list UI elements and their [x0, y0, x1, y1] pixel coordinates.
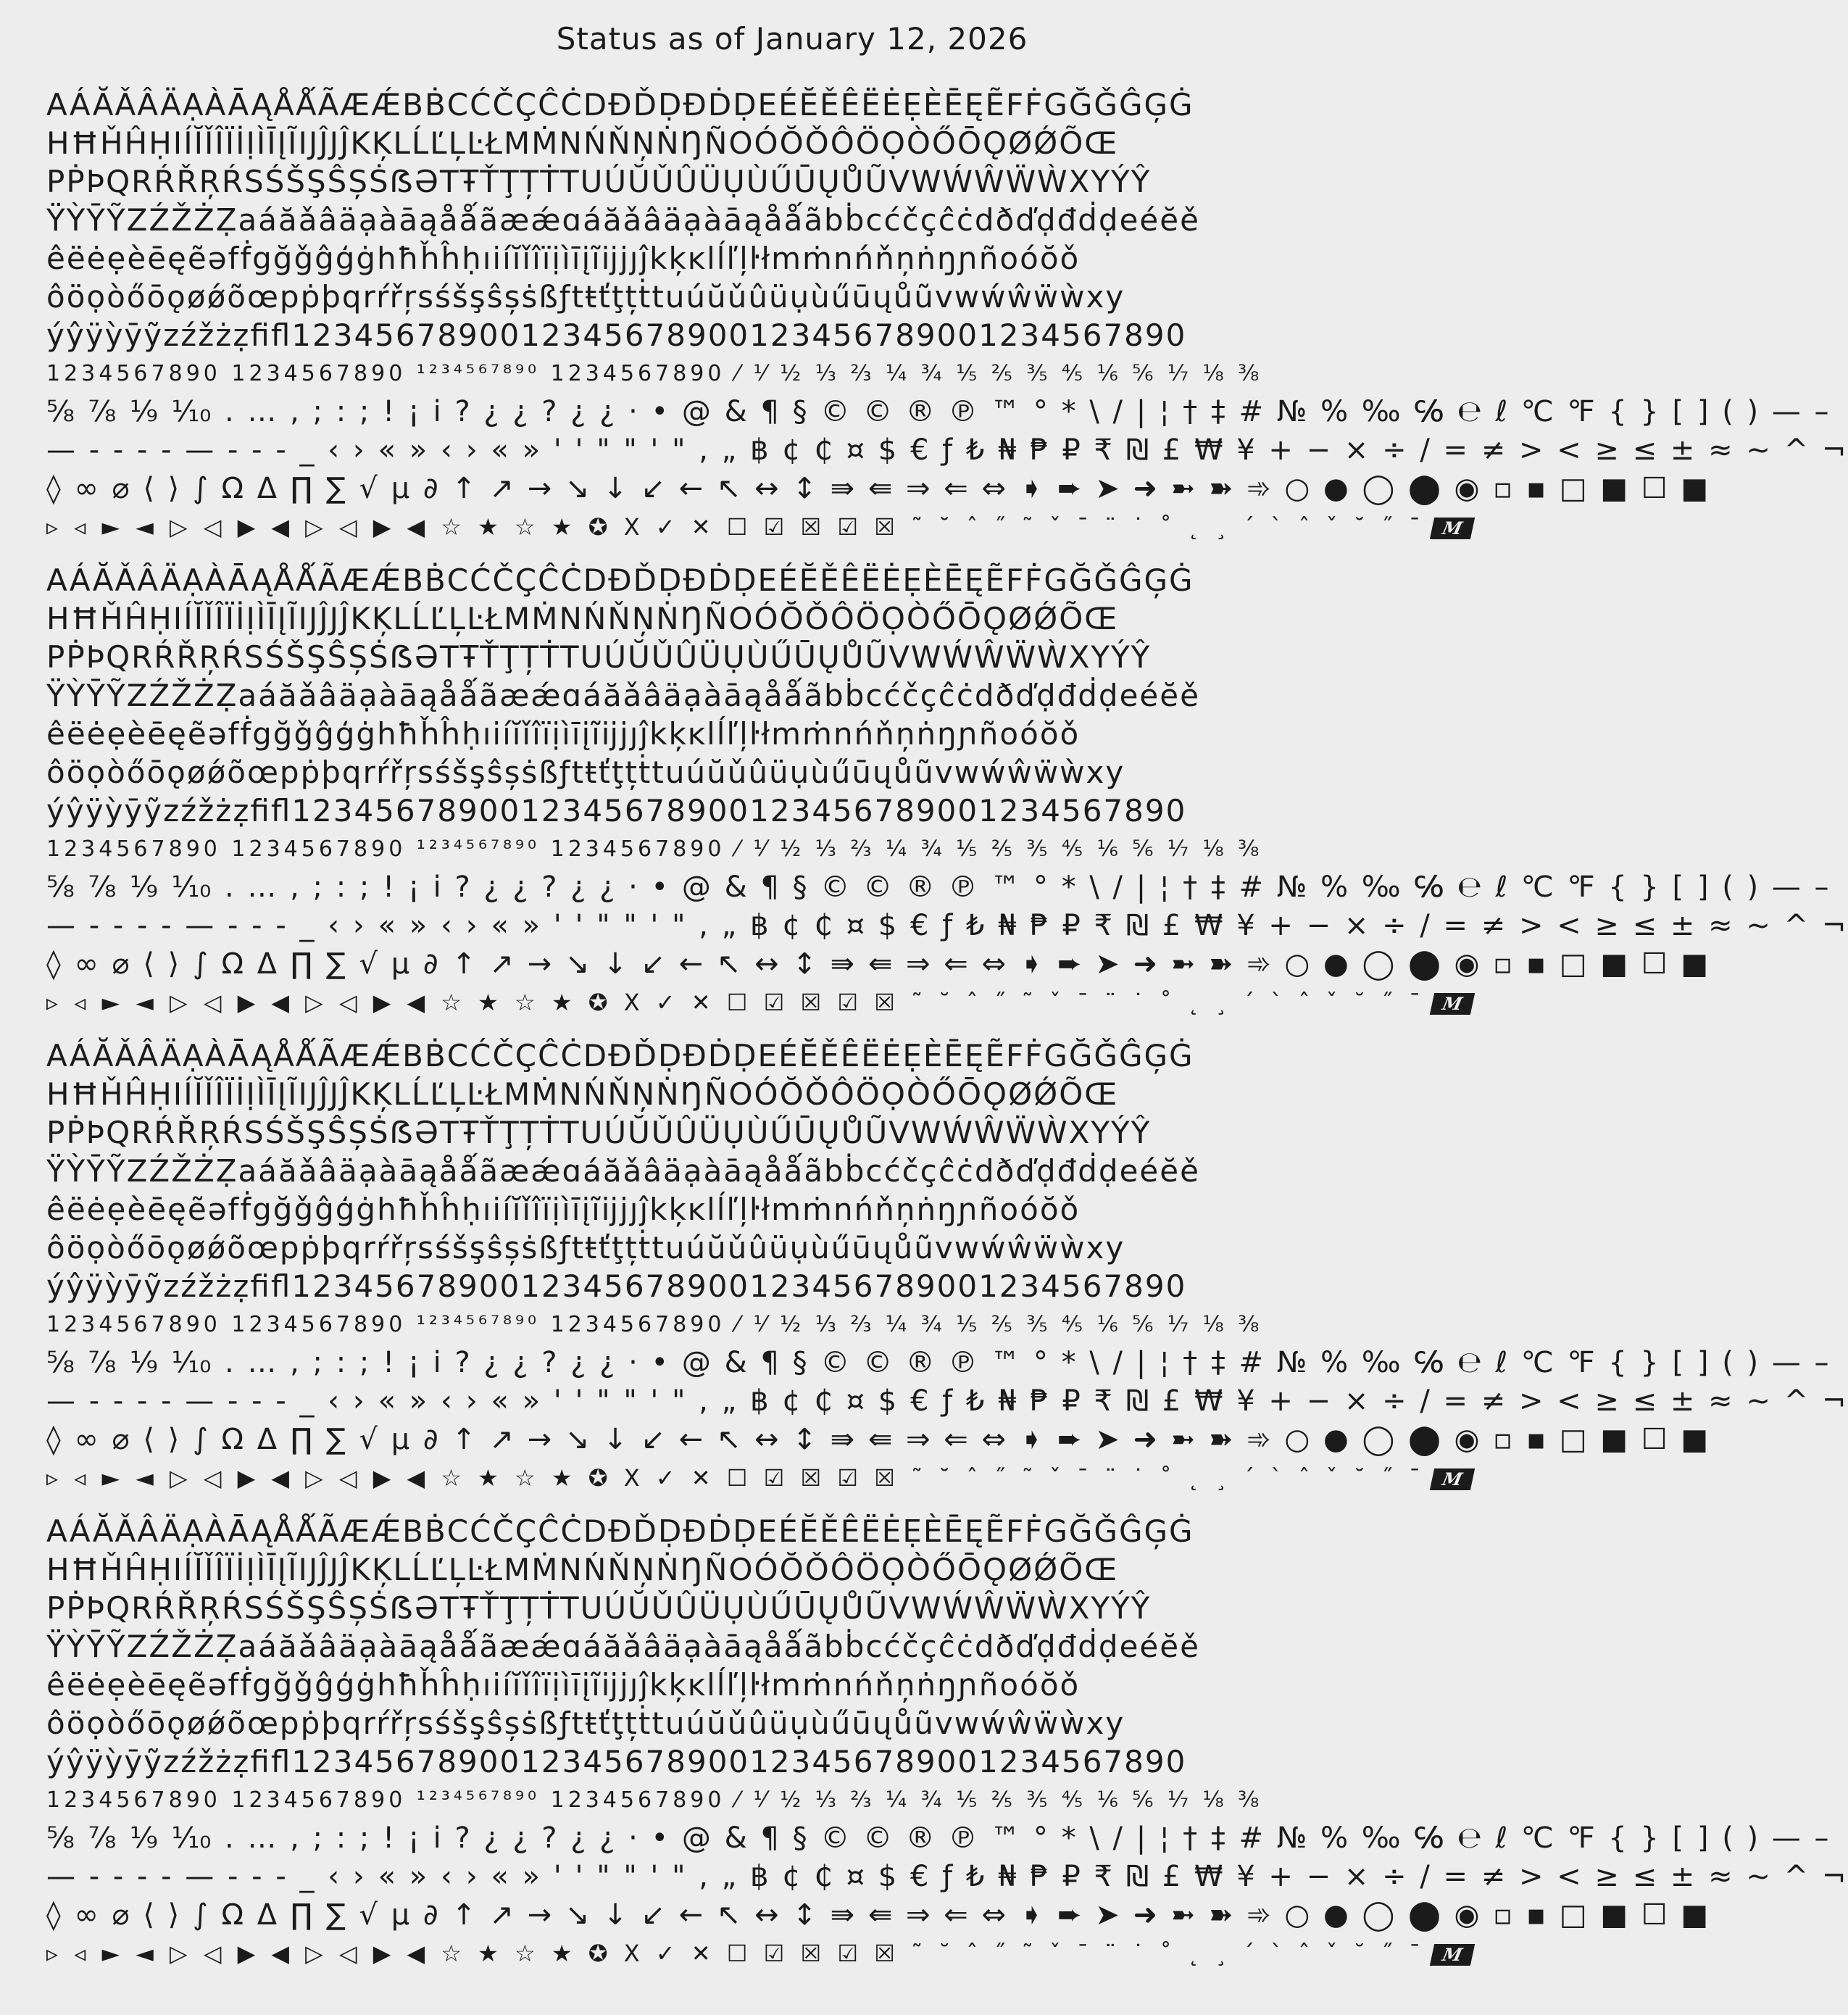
figures-line: 1234567890 1234567890 ¹²³⁴⁵⁶⁷⁸⁹⁰ 1234567890 ⁄ ⅟ ½ ⅓ ⅔ ¼ ¾ ⅕ ⅖ ⅗ ⅘ ⅙ ⅚ ⅐ ⅛ ⅜	[46, 1312, 1263, 1337]
glyph-line: ôöọòőōǫøǿõœpṗþqrŕřŗsśšşŝșṡßƒtŧťţțṫtuúŭǔûüụùűūųůũvwẃŵẅẁxy	[46, 279, 1125, 315]
math-arrows-line: ◊ ∞ ⌀ ⟨ ⟩ ∫ Ω Δ ∏ ∑ √ µ ∂ ↑ ↗ → ↘ ↓ ↙ ← ↖ ↔ ↕ ⇛ ⇚ ⇒ ⇐ ⇔ ➧ ➨ ➤ ➜ ➼ ➽ ➾ ○ ● ◯ ⬤ ◉ ▫ ▪ □ ■ ☐ ■	[46, 1898, 1711, 1932]
glyph-line: êëėẹèēęẽəfḟgğǧĝģġhħȟĥḥıiíĭǐîïịìīįĩĳjȷĵkķĸlĺľļŀłmṁnńňņṅŋɲñoóŏǒ	[46, 241, 1081, 276]
glyph-line: ýŷÿỳȳỹzźžżẓﬁﬂ1234567890012345678900123456789001234567890	[46, 1744, 1187, 1779]
shapes-accents-line	[46, 508, 1539, 547]
currency-line: — - - - ‐ — - - - _ ‹ › « » ‹ › « » ' ' " " ' " , „ ฿ ¢ ₵ ¤ $ € ƒ ₺ ₦ ₱ ₽ ₹ ₪ £ ₩ ¥ + − × ÷ / = ≠ > < ≥ ≤ ± ≈ ~ ^ ¬	[46, 433, 1848, 467]
punctuation-line: ⅝ ⅞ ⅑ ⅒ . … , ; : ; ! ¡ i ? ¿ ¿ ? ¿ ¿ · • @ & ¶ § © © ® ℗ ™ ° * \ / | ¦ † ‡ # № % ‰ ℅ ℮ ℓ ℃ ℉ { } [ ] ( ) — –	[46, 1821, 1831, 1855]
m-logo-icon: M	[1430, 1468, 1475, 1490]
shapes-accents-line	[46, 1459, 1539, 1497]
glyph-line: ýŷÿỳȳỹzźžżẓﬁﬂ1234567890012345678900123456789001234567890	[46, 793, 1187, 828]
shapes-accents-line	[46, 984, 1539, 1022]
glyph-block	[46, 1512, 1848, 1973]
shapes-text: ▹ ◃ ► ◄ ▷ ◁ ▶ ◀ ▷ ◁ ▶ ◀ ☆ ★ ☆ ★ ✪ X ✓ ✕ ☐ ☑ ☒ ☑ ☒ ˜ ˘ ˆ ˝ ˜ ˇ ˉ ¨ ˙ ˚ ˛ ¸ ´ ` ˆ ˇ ˘ ˝ ¯	[46, 513, 1425, 541]
glyph-block	[46, 86, 1848, 547]
page-title: Status as of January 12, 2026	[556, 21, 1028, 57]
glyph-line: PṖÞQRŔŘŖŔSŚŠŞŜȘṠẞƏTŦŤŢȚṪTUÚŬǓÛÜỤÙŰŪŲŮŨVWẂŴẄẀXYÝŶ	[46, 1590, 1152, 1626]
currency-line: — - - - ‐ — - - - _ ‹ › « » ‹ › « » ' ' " " ' " , „ ฿ ¢ ₵ ¤ $ € ƒ ₺ ₦ ₱ ₽ ₹ ₪ £ ₩ ¥ + − × ÷ / = ≠ > < ≥ ≤ ± ≈ ~ ^ ¬	[46, 1384, 1848, 1418]
glyph-line: HĦȞĤḤIÍĬǏÎÏİỊÌĪĮĨIJĴJĴKĶLĹĽĻĿŁMṀNŃŇŅṄŊÑOÓŎǑÔÖỌÒŐŌǪØǾÕŒ	[46, 601, 1119, 636]
glyph-line: AÁĂǍÂÄẠÀĀĄÅǺÃÆǼBḂCĆČÇĈĊDĐĎḌĐḊḌEÉĔĚÊËĖẸÈĒĘẼFḞGĞǦĜĢĠ	[46, 562, 1194, 598]
glyph-line: HĦȞĤḤIÍĬǏÎÏİỊÌĪĮĨIJĴJĴKĶLĹĽĻĿŁMṀNŃŇŅṄŊÑOÓŎǑÔÖỌÒŐŌǪØǾÕŒ	[46, 1076, 1119, 1112]
m-logo-icon: M	[1430, 993, 1475, 1015]
glyph-line: ýŷÿỳȳỹzźžżẓﬁﬂ1234567890012345678900123456789001234567890	[46, 317, 1187, 353]
currency-line: — - - - ‐ — - - - _ ‹ › « » ‹ › « » ' ' " " ' " , „ ฿ ¢ ₵ ¤ $ € ƒ ₺ ₦ ₱ ₽ ₹ ₪ £ ₩ ¥ + − × ÷ / = ≠ > < ≥ ≤ ± ≈ ~ ^ ¬	[46, 909, 1848, 942]
punctuation-line: ⅝ ⅞ ⅑ ⅒ . … , ; : ; ! ¡ i ? ¿ ¿ ? ¿ ¿ · • @ & ¶ § © © ® ℗ ™ ° * \ / | ¦ † ‡ # № % ‰ ℅ ℮ ℓ ℃ ℉ { } [ ] ( ) — –	[46, 395, 1831, 428]
glyph-line: êëėẹèēęẽəfḟgğǧĝģġhħȟĥḥıiíĭǐîïịìīįĩĳjȷĵkķĸlĺľļŀłmṁnńňņṅŋɲñoóŏǒ	[46, 1192, 1081, 1227]
m-logo-icon: M	[1430, 1944, 1475, 1966]
glyph-line: HĦȞĤḤIÍĬǏÎÏİỊÌĪĮĨIJĴJĴKĶLĹĽĻĿŁMṀNŃŇŅṄŊÑOÓŎǑÔÖỌÒŐŌǪØǾÕŒ	[46, 1552, 1119, 1587]
figures-line: 1234567890 1234567890 ¹²³⁴⁵⁶⁷⁸⁹⁰ 1234567890 ⁄ ⅟ ½ ⅓ ⅔ ¼ ¾ ⅕ ⅖ ⅗ ⅘ ⅙ ⅚ ⅐ ⅛ ⅜	[46, 836, 1263, 862]
glyph-line: ŸỲȲỸZŹŽŻẒaáăǎâäạàāąåǻãæǽɑáăǎâäạàāąåǻãbḃcćčçĉċdðďḍđḋḍeéĕě	[46, 1153, 1200, 1189]
glyph-line: êëėẹèēęẽəfḟgğǧĝģġhħȟĥḥıiíĭǐîïịìīįĩĳjȷĵkķĸlĺľļŀłmṁnńňņṅŋɲñoóŏǒ	[46, 1667, 1081, 1703]
math-arrows-line: ◊ ∞ ⌀ ⟨ ⟩ ∫ Ω Δ ∏ ∑ √ µ ∂ ↑ ↗ → ↘ ↓ ↙ ← ↖ ↔ ↕ ⇛ ⇚ ⇒ ⇐ ⇔ ➧ ➨ ➤ ➜ ➼ ➽ ➾ ○ ● ◯ ⬤ ◉ ▫ ▪ □ ■ ☐ ■	[46, 947, 1711, 981]
glyph-line: PṖÞQRŔŘŖŔSŚŠŞŜȘṠẞƏTŦŤŢȚṪTUÚŬǓÛÜỤÙŰŪŲŮŨVWẂŴẄẀXYÝŶ	[46, 164, 1152, 199]
currency-line: — - - - ‐ — - - - _ ‹ › « » ‹ › « » ' ' " " ' " , „ ฿ ¢ ₵ ¤ $ € ƒ ₺ ₦ ₱ ₽ ₹ ₪ £ ₩ ¥ + − × ÷ / = ≠ > < ≥ ≤ ± ≈ ~ ^ ¬	[46, 1860, 1848, 1893]
glyph-line: ôöọòőōǫøǿõœpṗþqrŕřŗsśšşŝșṡßƒtŧťţțṫtuúŭǔûüụùűūųůũvwẃŵẅẁxy	[46, 755, 1125, 790]
glyph-line: AÁĂǍÂÄẠÀĀĄÅǺÃÆǼBḂCĆČÇĈĊDĐĎḌĐḊḌEÉĔĚÊËĖẸÈĒĘẼFḞGĞǦĜĢĠ	[46, 1038, 1194, 1073]
glyph-line: HĦȞĤḤIÍĬǏÎÏİỊÌĪĮĨIJĴJĴKĶLĹĽĻĿŁMṀNŃŇŅṄŊÑOÓŎǑÔÖỌÒŐŌǪØǾÕŒ	[46, 125, 1119, 161]
glyph-line: ŸỲȲỸZŹŽŻẒaáăǎâäạàāąåǻãæǽɑáăǎâäạàāąåǻãbḃcćčçĉċdðďḍđḋḍeéĕě	[46, 202, 1200, 238]
m-logo-icon: M	[1430, 518, 1475, 539]
figures-line: 1234567890 1234567890 ¹²³⁴⁵⁶⁷⁸⁹⁰ 1234567890 ⁄ ⅟ ½ ⅓ ⅔ ¼ ¾ ⅕ ⅖ ⅗ ⅘ ⅙ ⅚ ⅐ ⅛ ⅜	[46, 361, 1263, 386]
glyph-block	[46, 561, 1848, 1022]
glyph-line: êëėẹèēęẽəfḟgğǧĝģġhħȟĥḥıiíĭǐîïịìīįĩĳjȷĵkķĸlĺľļŀłmṁnńňņṅŋɲñoóŏǒ	[46, 716, 1081, 752]
shapes-text: ▹ ◃ ► ◄ ▷ ◁ ▶ ◀ ▷ ◁ ▶ ◀ ☆ ★ ☆ ★ ✪ X ✓ ✕ ☐ ☑ ☒ ☑ ☒ ˜ ˘ ˆ ˝ ˜ ˇ ˉ ¨ ˙ ˚ ˛ ¸ ´ ` ˆ ˇ ˘ ˝ ¯	[46, 989, 1425, 1016]
figures-line: 1234567890 1234567890 ¹²³⁴⁵⁶⁷⁸⁹⁰ 1234567890 ⁄ ⅟ ½ ⅓ ⅔ ¼ ¾ ⅕ ⅖ ⅗ ⅘ ⅙ ⅚ ⅐ ⅛ ⅜	[46, 1787, 1263, 1813]
shapes-accents-line	[46, 1935, 1539, 1973]
math-arrows-line: ◊ ∞ ⌀ ⟨ ⟩ ∫ Ω Δ ∏ ∑ √ µ ∂ ↑ ↗ → ↘ ↓ ↙ ← ↖ ↔ ↕ ⇛ ⇚ ⇒ ⇐ ⇔ ➧ ➨ ➤ ➜ ➼ ➽ ➾ ○ ● ◯ ⬤ ◉ ▫ ▪ □ ■ ☐ ■	[46, 472, 1711, 505]
glyph-line: ŸỲȲỸZŹŽŻẒaáăǎâäạàāąåǻãæǽɑáăǎâäạàāąåǻãbḃcćčçĉċdðďḍđḋḍeéĕě	[46, 1629, 1200, 1664]
glyph-line: ôöọòőōǫøǿõœpṗþqrŕřŗsśšşŝșṡßƒtŧťţțṫtuúŭǔûüụùűūųůũvwẃŵẅẁxy	[46, 1230, 1125, 1266]
glyph-line: AÁĂǍÂÄẠÀĀĄÅǺÃÆǼBḂCĆČÇĈĊDĐĎḌĐḊḌEÉĔĚÊËĖẸÈĒĘẼFḞGĞǦĜĢĠ	[46, 1513, 1194, 1549]
shapes-text: ▹ ◃ ► ◄ ▷ ◁ ▶ ◀ ▷ ◁ ▶ ◀ ☆ ★ ☆ ★ ✪ X ✓ ✕ ☐ ☑ ☒ ☑ ☒ ˜ ˘ ˆ ˝ ˜ ˇ ˉ ¨ ˙ ˚ ˛ ¸ ´ ` ˆ ˇ ˘ ˝ ¯	[46, 1940, 1425, 1967]
punctuation-line: ⅝ ⅞ ⅑ ⅒ . … , ; : ; ! ¡ i ? ¿ ¿ ? ¿ ¿ · • @ & ¶ § © © ® ℗ ™ ° * \ / | ¦ † ‡ # № % ‰ ℅ ℮ ℓ ℃ ℉ { } [ ] ( ) — –	[46, 1346, 1831, 1379]
glyph-line: PṖÞQRŔŘŖŔSŚŠŞŜȘṠẞƏTŦŤŢȚṪTUÚŬǓÛÜỤÙŰŪŲŮŨVWẂŴẄẀXYÝŶ	[46, 639, 1152, 675]
math-arrows-line: ◊ ∞ ⌀ ⟨ ⟩ ∫ Ω Δ ∏ ∑ √ µ ∂ ↑ ↗ → ↘ ↓ ↙ ← ↖ ↔ ↕ ⇛ ⇚ ⇒ ⇐ ⇔ ➧ ➨ ➤ ➜ ➼ ➽ ➾ ○ ● ◯ ⬤ ◉ ▫ ▪ □ ■ ☐ ■	[46, 1423, 1711, 1456]
glyph-block	[46, 1036, 1848, 1497]
glyph-line: AÁĂǍÂÄẠÀĀĄÅǺÃÆǼBḂCĆČÇĈĊDĐĎḌĐḊḌEÉĔĚÊËĖẸÈĒĘẼFḞGĞǦĜĢĠ	[46, 87, 1194, 122]
glyph-line: ýŷÿỳȳỹzźžżẓﬁﬂ1234567890012345678900123456789001234567890	[46, 1268, 1187, 1304]
shapes-text: ▹ ◃ ► ◄ ▷ ◁ ▶ ◀ ▷ ◁ ▶ ◀ ☆ ★ ☆ ★ ✪ X ✓ ✕ ☐ ☑ ☒ ☑ ☒ ˜ ˘ ˆ ˝ ˜ ˇ ˉ ¨ ˙ ˚ ˛ ¸ ´ ` ˆ ˇ ˘ ˝ ¯	[46, 1464, 1425, 1492]
glyph-line: PṖÞQRŔŘŖŔSŚŠŞŜȘṠẞƏTŦŤŢȚṪTUÚŬǓÛÜỤÙŰŪŲŮŨVWẂŴẄẀXYÝŶ	[46, 1115, 1152, 1150]
punctuation-line: ⅝ ⅞ ⅑ ⅒ . … , ; : ; ! ¡ i ? ¿ ¿ ? ¿ ¿ · • @ & ¶ § © © ® ℗ ™ ° * \ / | ¦ † ‡ # № % ‰ ℅ ℮ ℓ ℃ ℉ { } [ ] ( ) — –	[46, 871, 1831, 904]
glyph-line: ôöọòőōǫøǿõœpṗþqrŕřŗsśšşŝșṡßƒtŧťţțṫtuúŭǔûüụùűūųůũvwẃŵẅẁxy	[46, 1706, 1125, 1741]
glyph-line: ŸỲȲỸZŹŽŻẒaáăǎâäạàāąåǻãæǽɑáăǎâäạàāąåǻãbḃcćčçĉċdðďḍđḋḍeéĕě	[46, 678, 1200, 713]
